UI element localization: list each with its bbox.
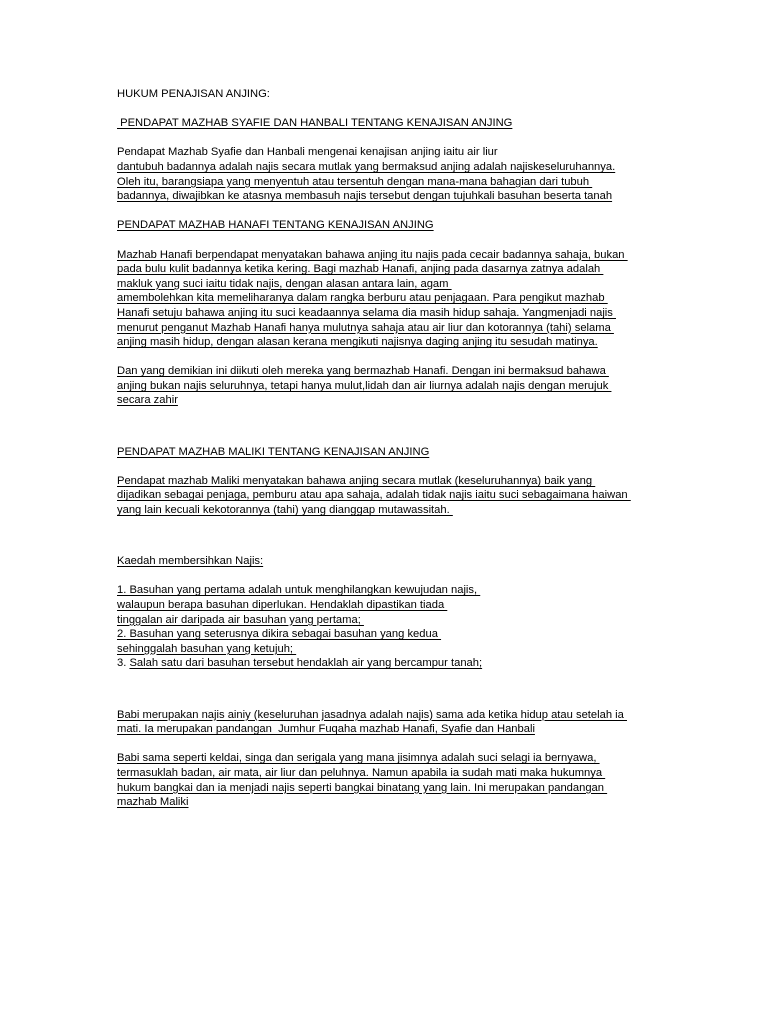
paragraph-line: dantubuh badannya adalah najis secara mutlak yang bermaksud anjing adalah najiskeseluruhannya. [117,160,616,173]
list-item-number: 3. [117,657,130,670]
list-item: walaupun berapa basuhan diperlukan. Hendaklah dipastikan tiada [117,599,448,611]
paragraph-line: pada bulu kulit badannya ketika kering. Bagi mazhab Hanafi, anjing pada dasarnya zatnya adalah [117,263,604,276]
list-item-text: Salah satu dari basuhan tersebut hendaklah air yang bercampur tanah; [129,657,483,670]
paragraph-line: Pendapat Mazhab Syafie dan Hanbali mengenai kenajisan anjing iaitu air liur [117,146,501,159]
paragraph-line: anjing bukan najis seluruhnya, tetapi hanya mulut,lidah dan air liurnya adalah najis dengan merujuk [117,379,612,392]
list-item: 1. Basuhan yang pertama adalah untuk menghilangkan kewujudan najis, [117,584,481,597]
list-item [117,656,657,671]
paragraph-line: badannya, diwajibkan ke atasnya membasuh najis tersebut dengan tujuhkali basuhan beserta tanah [117,190,613,203]
paragraph-line: anjing masih hidup, dengan alasan kerana mengikuti najisnya daging anjing itu sesudah matinya. [117,336,598,349]
paragraph-line: Babi sama seperti keldai, singa dan serigala yang mana jisimnya adalah suci selagi ia bernyawa, [117,752,600,765]
paragraph-line: makluk yang suci iaitu tidak najis, dengan alasan antara lain, agam [117,277,452,290]
paragraph-line: mazhab Maliki [117,796,189,809]
paragraph-line: yang lain kecuali kekotorannya (tahi) yang dianggap mutawassitah. [117,504,453,517]
paragraph-line: menurut penganut Mazhab Hanafi hanya mulutnya sahaja atau air liur dan kotorannya (tahi) selama [117,321,614,334]
paragraph-line: Pendapat mazhab Maliki menyatakan bahawa anjing secara mutlak (keseluruhannya) baik yang [117,474,596,487]
paragraph-line: dijadikan sebagai penjaga, pemburu atau apa sahaja, adalah tidak najis iaitu suci sebagaimana haiwan [117,489,631,502]
list-item: 2. Basuhan yang seterusnya dikira sebagai basuhan yang kedua [117,628,442,641]
paragraph-line: hukum bangkai dan ia menjadi najis seperti bangkai binatang yang lain. Ini merupakan pandangan [117,781,608,794]
section-heading-maliki: PENDAPAT MAZHAB MALIKI TENTANG KENAJISAN ANJING [117,445,430,458]
paragraph-line: termasuklah badan, air mata, air liur dan peluhnya. Namun apabila ia sudah mati maka hukumnya [117,766,606,779]
document-title: HUKUM PENAJISAN ANJING: [117,88,270,100]
paragraph-line: amembolehkan kita memeliharanya dalam rangka berburu atau penjagaan. Para pengikut mazhab [117,292,608,305]
paragraph-line: Mazhab Hanafi berpendapat menyatakan bahawa anjing itu najis pada cecair badannya sahaja, bukan [117,248,628,261]
paragraph-line: mati. Ia merupakan pandangan Jumhur Fuqaha mazhab Hanafi, Syafie dan Hanbali [117,723,535,736]
list-item: sehinggalah basuhan yang ketujuh; [117,642,297,655]
paragraph-line: secara zahir [117,394,178,407]
paragraph-line: Hanafi setuju bahawa anjing itu suci keadaannya selama dia masih hidup sahaja. Yangmenjadi najis [117,306,616,319]
paragraph-line: Dan yang demikian ini diikuti oleh mereka yang bermazhab Hanafi. Dengan ini bermaksud bahawa [117,365,609,378]
section-heading-hanafi: PENDAPAT MAZHAB HANAFI TENTANG KENAJISAN ANJING [117,219,434,232]
document-page [117,87,657,810]
paragraph-line: Babi merupakan najis ainiy (keseluruhan jasadnya adalah najis) sama ada ketika hidup atau setelah ia [117,708,627,721]
section-heading-kaedah: Kaedah membersihkan Najis: [117,555,264,568]
section-heading-syafie: PENDAPAT MAZHAB SYAFIE DAN HANBALI TENTANG KENAJISAN ANJING [117,117,513,130]
list-item: tinggalan air daripada air basuhan yang pertama; [117,613,364,626]
paragraph-line: Oleh itu, barangsiapa yang menyentuh atau tersentuh dengan mana-mana bahagian dari tubuh [117,175,593,188]
